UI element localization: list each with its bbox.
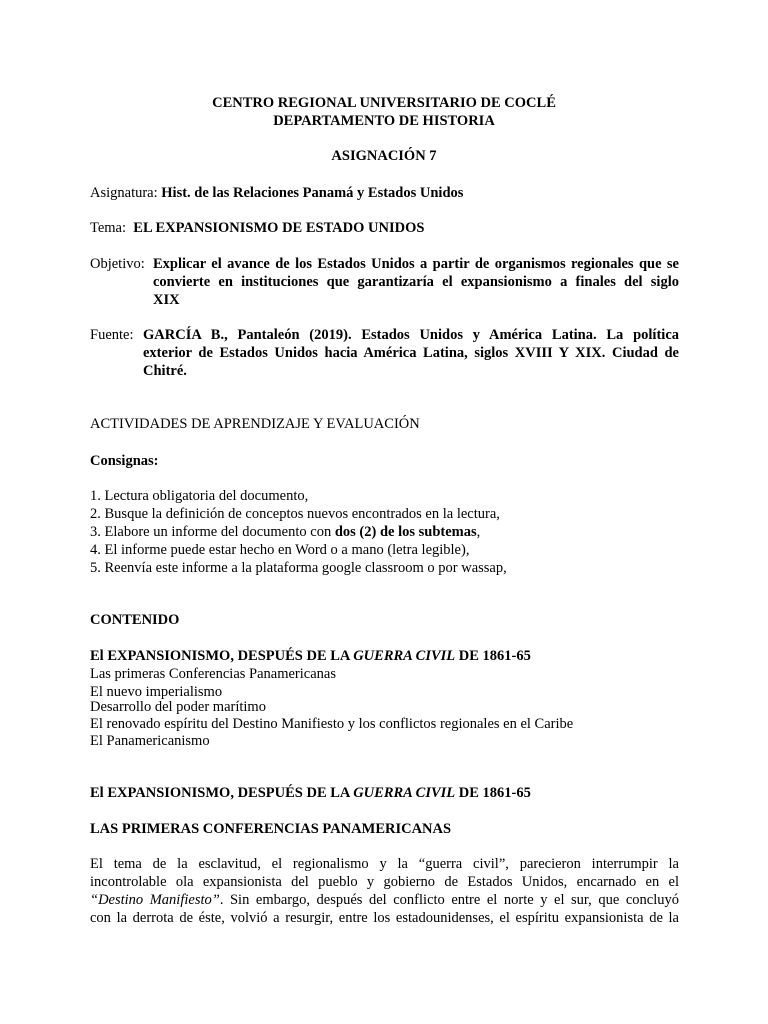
contenido-item: Desarrollo del poder marítimo — [90, 699, 266, 715]
contenido-item: El Panamericanismo — [90, 733, 210, 749]
fuente-line-2: exterior de Estados Unidos hacia América Latina, siglos XVIII Y XIX. Ciudad de — [143, 345, 679, 361]
institution-name: CENTRO REGIONAL UNIVERSITARIO DE COCLÉ — [212, 95, 556, 111]
objetivo-label: Objetivo: — [90, 256, 145, 272]
consigna-item: 2. Busque la definición de conceptos nuevos encontrados en la lectura, — [90, 506, 500, 522]
contenido-item: Las primeras Conferencias Panamericanas — [90, 666, 336, 682]
asignatura-value: Hist. de las Relaciones Panamá y Estados Unidos — [161, 185, 464, 201]
contenido-heading: CONTENIDO — [90, 612, 180, 628]
asignatura-label: Asignatura: — [90, 185, 158, 201]
contenido-item: El renovado espíritu del Destino Manifiesto y los conflictos regionales en el Caribe — [90, 716, 574, 732]
asignatura-row — [90, 184, 463, 202]
objetivo-line-2: convierte en instituciones que garantizaría el expansionismo a finales del siglo — [153, 274, 679, 290]
tema-value: EL EXPANSIONISMO DE ESTADO UNIDOS — [133, 220, 425, 236]
section-heading-repeat: El EXPANSIONISMO, DESPUÉS DE LA GUERRA CIVIL DE 1861-65 — [90, 785, 531, 801]
tema-row — [90, 219, 424, 237]
paragraph-line-2: incontrolable ola expansionista del pueblo y gobierno de Estados Unidos, encarnado en el — [90, 874, 679, 890]
subheading: LAS PRIMERAS CONFERENCIAS PANAMERICANAS — [90, 821, 452, 837]
consignas-heading: Consignas: — [90, 453, 159, 469]
fuente-line-1: GARCÍA B., Pantaleón (2019). Estados Unidos y América Latina. La política — [143, 327, 679, 343]
objetivo-line-3: XIX — [153, 292, 180, 308]
consigna-item: 4. El informe puede estar hecho en Word o a mano (letra legible), — [90, 542, 470, 558]
paragraph-line-1: El tema de la esclavitud, el regionalismo y la “guerra civil”, parecieron interrumpir la — [90, 856, 679, 872]
section-heading: El EXPANSIONISMO, DESPUÉS DE LA GUERRA CIVIL DE 1861-65 — [90, 648, 531, 664]
consigna-item: 3. Elabore un informe del documento con dos (2) de los subtemas, — [90, 524, 481, 540]
actividades-heading: ACTIVIDADES DE APRENDIZAJE Y EVALUACIÓN — [90, 416, 420, 432]
consigna-item: 5. Reenvía este informe a la plataforma google classroom o por wassap, — [90, 560, 507, 576]
contenido-item: El nuevo imperialismo — [90, 684, 223, 700]
paragraph-line-3: “Destino Manifiesto”. Sin embargo, después del conflicto entre el norte y el sur, que concluyó — [90, 892, 679, 908]
fuente-label: Fuente: — [90, 327, 134, 343]
paragraph-line-4: con la derrota de éste, volvió a resurgir, entre los estadounidenses, el espíritu expansionista de la — [90, 910, 679, 926]
fuente-line-3: Chitré. — [143, 363, 187, 379]
tema-label: Tema: — [90, 220, 127, 236]
assignment-title: ASIGNACIÓN 7 — [331, 148, 437, 164]
department-name: DEPARTAMENTO DE HISTORIA — [273, 113, 495, 129]
objetivo-line-1: Explicar el avance de los Estados Unidos a partir de organismos regionales que se — [153, 256, 679, 272]
consigna-item: 1. Lectura obligatoria del documento, — [90, 488, 309, 504]
